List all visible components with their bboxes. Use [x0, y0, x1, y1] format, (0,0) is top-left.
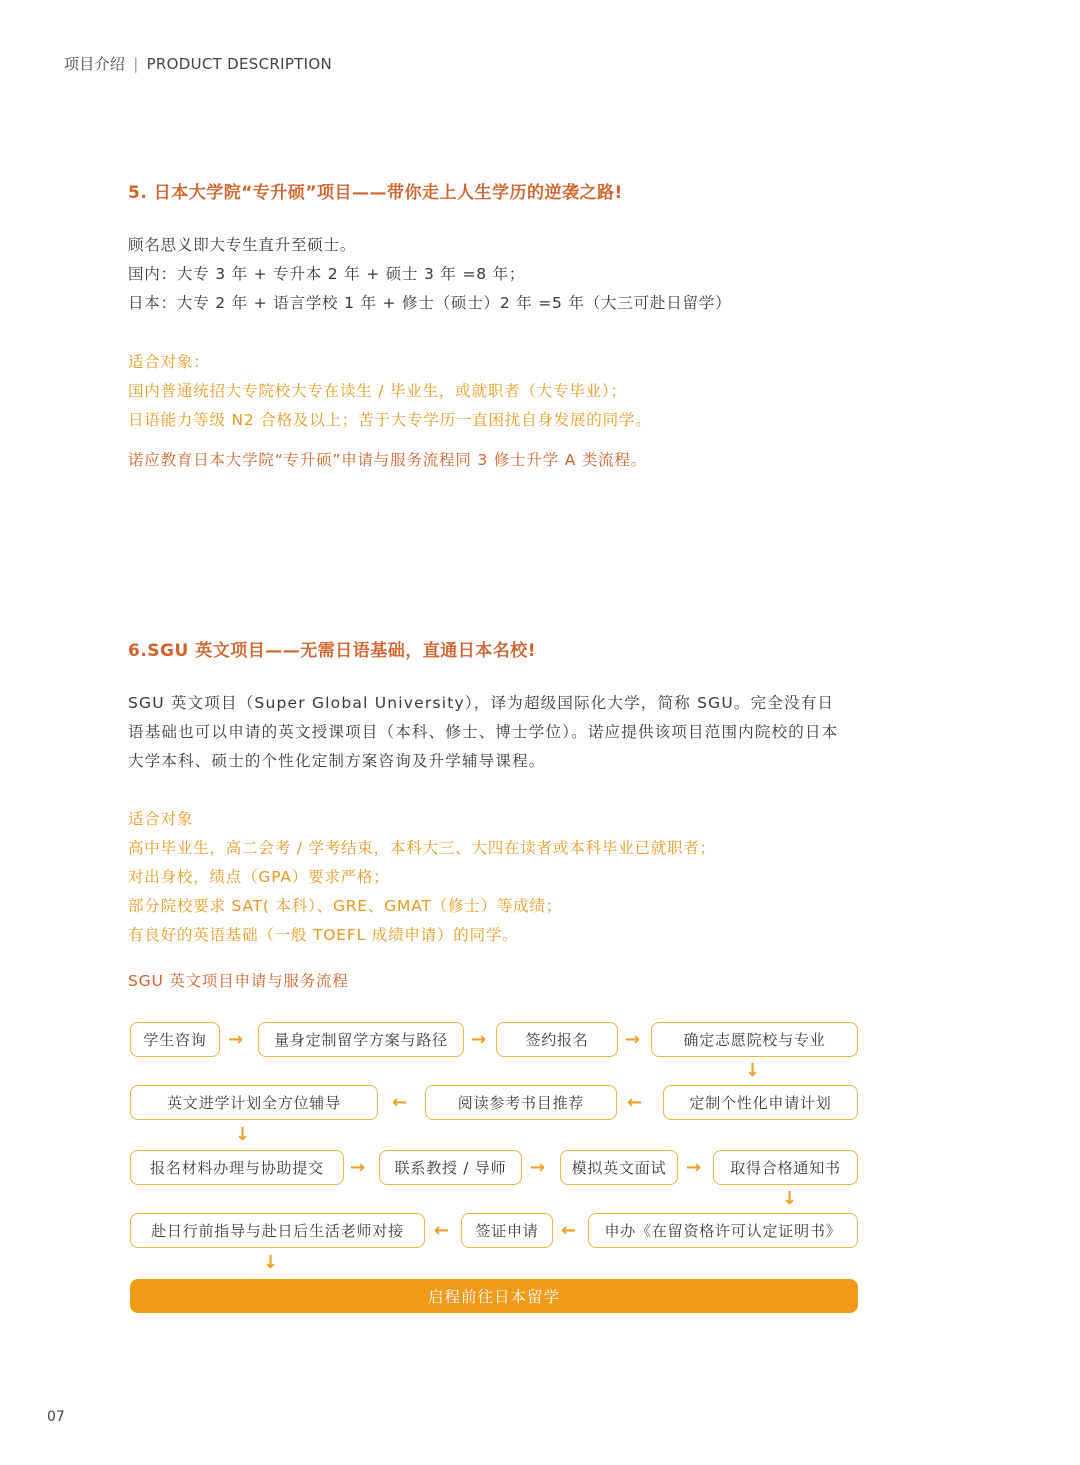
flow-step-predeparture: 赴日行前指导与赴日后生活老师对接	[130, 1213, 425, 1248]
section6-target-item: 高中毕业生，高二会考 / 学考结束，本科大三、大四在读者或本科毕业已就职者；	[128, 839, 716, 857]
flow-step-consult: 学生咨询	[130, 1022, 220, 1057]
section5-targets	[128, 348, 652, 435]
arrow-right-icon: →	[686, 1157, 702, 1178]
section6-body	[128, 689, 838, 776]
section6-line: 语基础也可以申请的英文授课项目（本科、修士、博士学位）。诺应提供该项目范围内院校的日本	[128, 723, 839, 741]
arrow-right-icon: →	[625, 1029, 641, 1050]
page-header	[64, 53, 332, 74]
arrow-right-icon: →	[228, 1029, 244, 1050]
flow-step-choose-school: 确定志愿院校与专业	[651, 1022, 858, 1057]
section6-targets	[128, 805, 716, 950]
flow-step-contact-professor: 联系教授 / 导师	[379, 1150, 522, 1185]
arrow-left-icon: ←	[561, 1220, 577, 1241]
arrow-down-icon: ↓	[782, 1188, 798, 1209]
flow-step-mock-interview: 模拟英文面试	[560, 1150, 678, 1185]
flow-step-coe: 申办《在留资格许可认定证明书》	[588, 1213, 858, 1248]
flow-step-visa: 签证申请	[461, 1213, 553, 1248]
arrow-left-icon: ←	[434, 1220, 450, 1241]
section6-target-label: 适合对象	[128, 810, 194, 828]
flow-step-materials: 报名材料办理与协助提交	[130, 1150, 344, 1185]
section5-title: 5. 日本大学院“专升硕”项目——带你走上人生学历的逆袭之路!	[128, 183, 623, 203]
section5-target-label: 适合对象：	[128, 353, 210, 371]
header-subtitle: PRODUCT DESCRIPTION	[146, 55, 332, 73]
section5-target-item: 国内普通统招大专院校大专在读生 / 毕业生，或就职者（大专毕业）；	[128, 382, 627, 400]
flow-step-sign-up: 签约报名	[496, 1022, 618, 1057]
arrow-right-icon: →	[350, 1157, 366, 1178]
flow-final-step: 启程前往日本留学	[130, 1279, 858, 1313]
section5-line: 顾名思义即大专生直升至硕士。	[128, 236, 357, 254]
arrow-down-icon: ↓	[263, 1252, 279, 1273]
section5-note: 诺应教育日本大学院“专升硕”申请与服务流程同 3 修士升学 A 类流程。	[128, 451, 648, 469]
arrow-right-icon: →	[530, 1157, 546, 1178]
header-separator: |	[133, 55, 139, 73]
section5-line: 日本：大专 2 年 + 语言学校 1 年 + 修士（硕士）2 年 =5 年（大三可赴日留学）	[128, 294, 732, 312]
arrow-down-icon: ↓	[235, 1124, 251, 1145]
arrow-right-icon: →	[471, 1029, 487, 1050]
flow-step-english-tutoring: 英文进学计划全方位辅导	[130, 1085, 378, 1120]
section5-body	[128, 231, 731, 318]
flow-step-acceptance: 取得合格通知书	[713, 1150, 858, 1185]
section5-target-item: 日语能力等级 N2 合格及以上；苦于大专学历一直困扰自身发展的同学。	[128, 411, 652, 429]
flow-title: SGU 英文项目申请与服务流程	[128, 972, 349, 990]
arrow-left-icon: ←	[392, 1092, 408, 1113]
section6-line: SGU 英文项目（Super Global University），译为超级国际化大学，简称 SGU。完全没有日	[128, 694, 835, 712]
flow-step-application-plan: 定制个性化申请计划	[663, 1085, 858, 1120]
section6-target-item: 部分院校要求 SAT( 本科）、GRE、GMAT（修士）等成绩；	[128, 897, 563, 915]
section6-title: 6.SGU 英文项目——无需日语基础，直通日本名校!	[128, 641, 536, 661]
section5-line: 国内：大专 3 年 + 专升本 2 年 + 硕士 3 年 =8 年；	[128, 265, 526, 283]
section6-target-item: 有良好的英语基础（一般 TOEFL 成绩申请）的同学。	[128, 926, 519, 944]
section6-target-item: 对出身校，绩点（GPA）要求严格；	[128, 868, 390, 886]
arrow-left-icon: ←	[627, 1092, 643, 1113]
arrow-down-icon: ↓	[745, 1060, 761, 1081]
header-section: 项目介绍	[64, 55, 126, 73]
section6-line: 大学本科、硕士的个性化定制方案咨询及升学辅导课程。	[128, 752, 546, 770]
page-number: 07	[47, 1409, 65, 1425]
flow-step-reading-list: 阅读参考书目推荐	[425, 1085, 617, 1120]
flow-step-custom-plan: 量身定制留学方案与路径	[258, 1022, 464, 1057]
